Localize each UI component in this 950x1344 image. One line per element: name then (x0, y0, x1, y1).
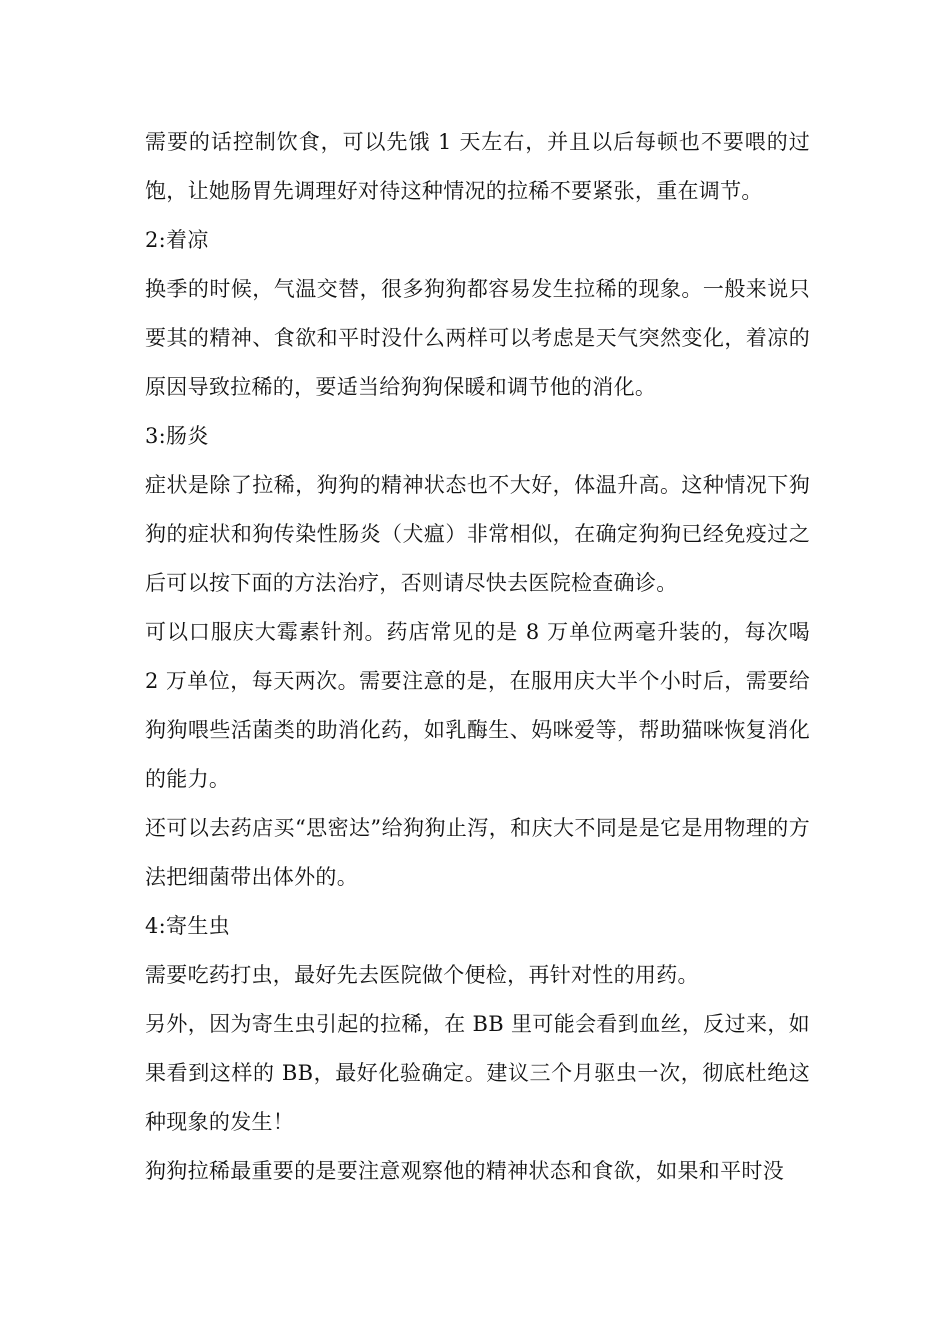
paragraph-gentamicin: 可以口服庆大霉素针剂。药店常见的是 8 万单位两毫升装的，每次喝 2 万单位，每天两次。需要注意的是，在服用庆大半个小时后，需要给狗狗喂些活菌类的助消化药，如乳酶生、妈咪爱等，帮助猫咪恢复消化的能力。 (145, 620, 810, 791)
paragraph-observation: 狗狗拉稀最重要的是要注意观察他的精神状态和食欲，如果和平时没 (145, 1159, 784, 1183)
document-body (145, 118, 810, 1196)
paragraph-cold: 换季的时候，气温交替，很多狗狗都容易发生拉稀的现象。一般来说只要其的精神、食欲和平时没什么两样可以考虑是天气突然变化，着凉的原因导致拉稀的，要适当给狗狗保暖和调节他的消化。 (145, 277, 810, 399)
heading-cold: 2:着凉 (145, 228, 209, 252)
paragraph-blood-in-stool: 另外，因为寄生虫引起的拉稀，在 BB 里可能会看到血丝，反过来，如果看到这样的 BB，最好化验确定。建议三个月驱虫一次，彻底杜绝这种现象的发生！ (145, 1012, 810, 1134)
heading-enteritis: 3:肠炎 (145, 424, 209, 448)
heading-parasites: 4:寄生虫 (145, 914, 230, 938)
paragraph-deworming: 需要吃药打虫，最好先去医院做个便检，再针对性的用药。 (145, 963, 699, 987)
paragraph-smecta: 还可以去药店买“思密达”给狗狗止泻，和庆大不同是是它是用物理的方法把细菌带出体外的。 (145, 816, 810, 889)
paragraph-enteritis-symptoms: 症状是除了拉稀，狗狗的精神状态也不大好，体温升高。这种情况下狗狗的症状和狗传染性肠炎（犬瘟）非常相似，在确定狗狗已经免疫过之后可以按下面的方法治疗，否则请尽快去医院检查确诊。 (145, 473, 810, 595)
paragraph-diet-control: 需要的话控制饮食，可以先饿 1 天左右，并且以后每顿也不要喂的过饱，让她肠胃先调理好对待这种情况的拉稀不要紧张，重在调节。 (145, 130, 810, 203)
